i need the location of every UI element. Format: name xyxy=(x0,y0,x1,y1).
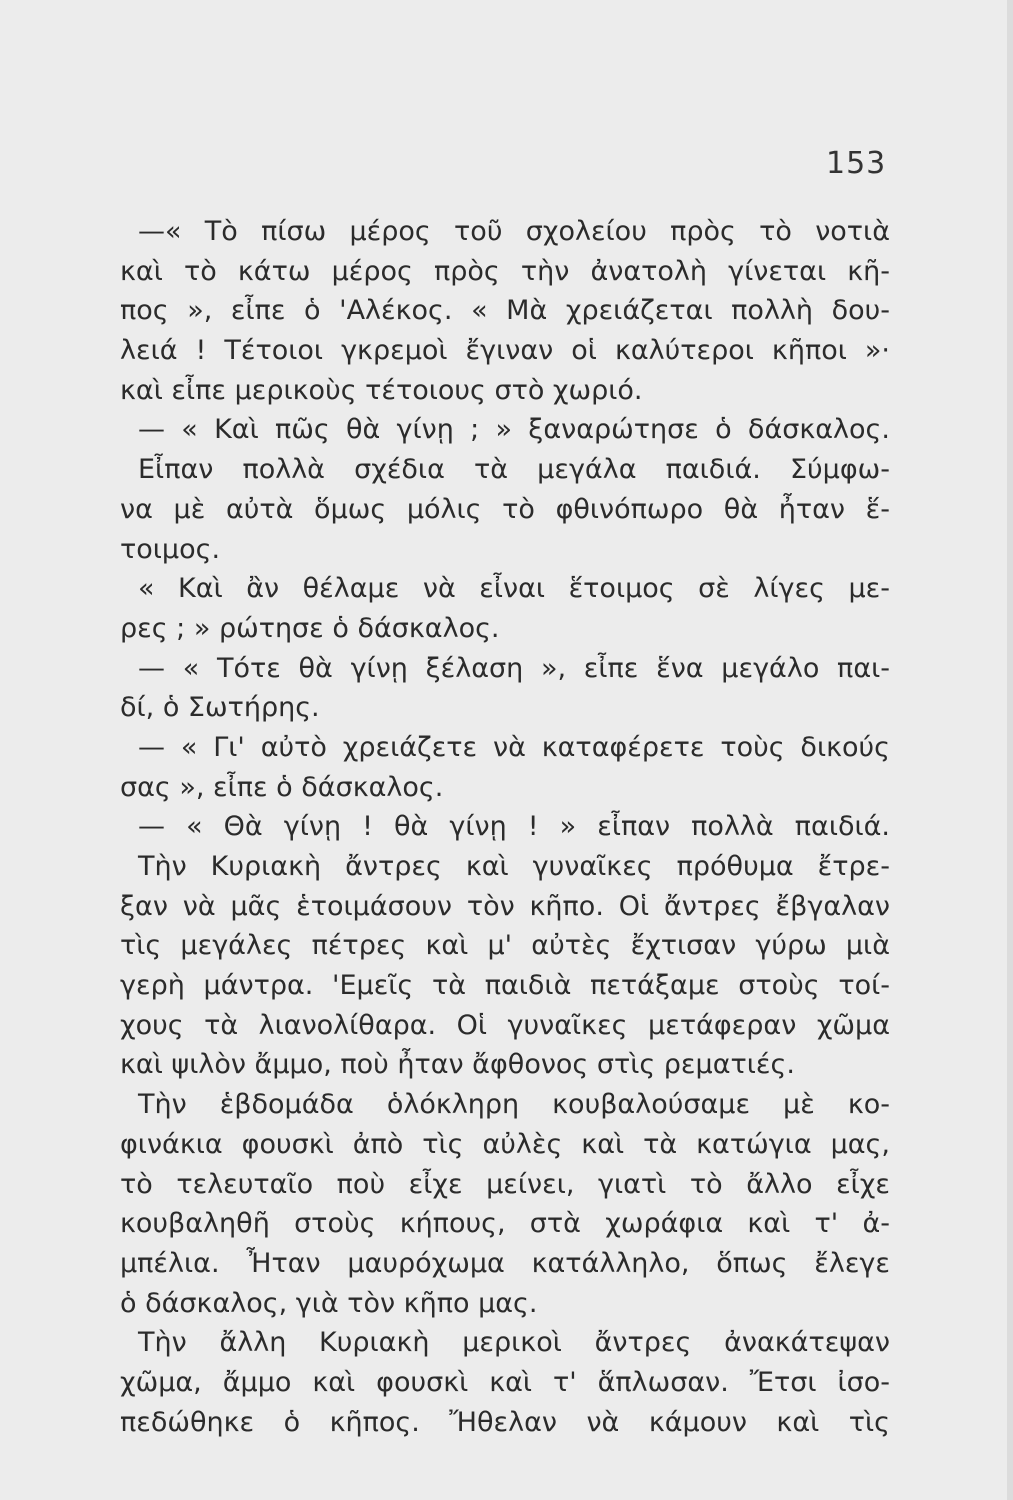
text-line: να μὲ αὐτὰ ὅμως μόλις τὸ φθινόπωρο θὰ ἦταν ἕ- xyxy=(120,493,890,525)
text-line: καὶ εἶπε μερικοὺς τέτοιους στὸ χωριό. xyxy=(120,374,643,406)
text-line: πος », εἶπε ὁ 'Αλέκος. « Μὰ χρειάζεται πολλὴ δου- xyxy=(120,295,890,327)
text-line: Τὴν ἑβδομάδα ὁλόκληρη κουβαλούσαμε μὲ κο- xyxy=(138,1089,890,1121)
text-line: κουβαληθῆ στοὺς κήπους, στὰ χωράφια καὶ τ' ἀ- xyxy=(120,1208,890,1240)
text-line: λειά ! Τέτοιοι γκρεμοὶ ἔγιναν οἱ καλύτεροι κῆποι »· xyxy=(120,335,890,367)
text-line: τὸ τελευταῖο ποὺ εἶχε μείνει, γιατὶ τὸ ἄλλο εἶχε xyxy=(120,1168,890,1200)
text-line: — « Τότε θὰ γίνῃ ξέλαση », εἶπε ἕνα μεγάλο παι- xyxy=(138,652,890,684)
text-line: καὶ τὸ κάτω μέρος πρὸς τὴν ἀνατολὴ γίνεται κῆ- xyxy=(120,255,890,287)
text-line: — « Θὰ γίνῃ ! θὰ γίνῃ ! » εἶπαν πολλὰ παιδιά. xyxy=(138,811,890,843)
text-line: —« Τὸ πίσω μέρος τοῦ σχολείου πρὸς τὸ νοτιὰ xyxy=(138,216,890,247)
text-line: — « Γι' αὐτὸ χρειάζετε νὰ καταφέρετε τοὺς δικούς xyxy=(138,731,890,763)
text-line: φινάκια φουσκὶ ἀπὸ τὶς αὐλὲς καὶ τὰ κατώγια μας, xyxy=(120,1128,890,1160)
text-line: Τὴν ἄλλη Κυριακὴ μερικοὶ ἄντρες ἀνακάτεψαν xyxy=(138,1327,890,1359)
page-number: 153 xyxy=(826,146,887,181)
text-line: γερὴ μάντρα. 'Εμεῖς τὰ παιδιὰ πετάξαμε στοὺς τοί- xyxy=(120,970,890,1002)
text-line: — « Καὶ πῶς θὰ γίνῃ ; » ξαναρώτησε ὁ δάσκαλος. xyxy=(138,414,890,446)
text-line: Εἶπαν πολλὰ σχέδια τὰ μεγάλα παιδιά. Σύμφω- xyxy=(138,454,890,486)
text-line: σας », εἶπε ὁ δάσκαλος. xyxy=(120,771,444,803)
text-line: Τὴν Κυριακὴ ἄντρες καὶ γυναῖκες πρόθυμα ἔτρε- xyxy=(138,851,890,882)
text-line: τὶς μεγάλες πέτρες καὶ μ' αὐτὲς ἔχτισαν γύρω μιὰ xyxy=(120,930,890,962)
text-line: χῶμα, ἄμμο καὶ φουσκὶ καὶ τ' ἅπλωσαν. Ἔτσι ἰσο- xyxy=(120,1366,890,1398)
text-line: ξαν νὰ μᾶς ἑτοιμάσουν τὸν κῆπο. Οἱ ἄντρες ἔβγαλαν xyxy=(120,890,890,922)
text-line: « Καὶ ἂν θέλαμε νὰ εἶναι ἕτοιμος σὲ λίγες με- xyxy=(138,573,890,605)
text-line: ὁ δάσκαλος, γιὰ τὸν κῆπο μας. xyxy=(120,1287,538,1319)
text-line: πεδώθηκε ὁ κῆπος. Ἤθελαν νὰ κάμουν καὶ τὶς xyxy=(120,1406,890,1438)
text-line: καὶ ψιλὸν ἄμμο, ποὺ ἦταν ἄφθονος στὶς ρεματιές. xyxy=(120,1049,795,1081)
text-line: τοιμος. xyxy=(120,533,221,565)
body-text xyxy=(120,212,890,1442)
text-line: μπέλια. Ἦταν μαυρόχωμα κατάλληλο, ὅπως ἔλεγε xyxy=(120,1247,890,1279)
text-line: δί, ὁ Σωτήρης. xyxy=(120,692,320,724)
text-line: χους τὰ λιανολίθαρα. Οἱ γυναῖκες μετάφεραν χῶμα xyxy=(120,1009,890,1041)
page-edge xyxy=(1007,0,1013,1500)
text-line: ρες ; » ρώτησε ὁ δάσκαλος. xyxy=(120,612,500,644)
